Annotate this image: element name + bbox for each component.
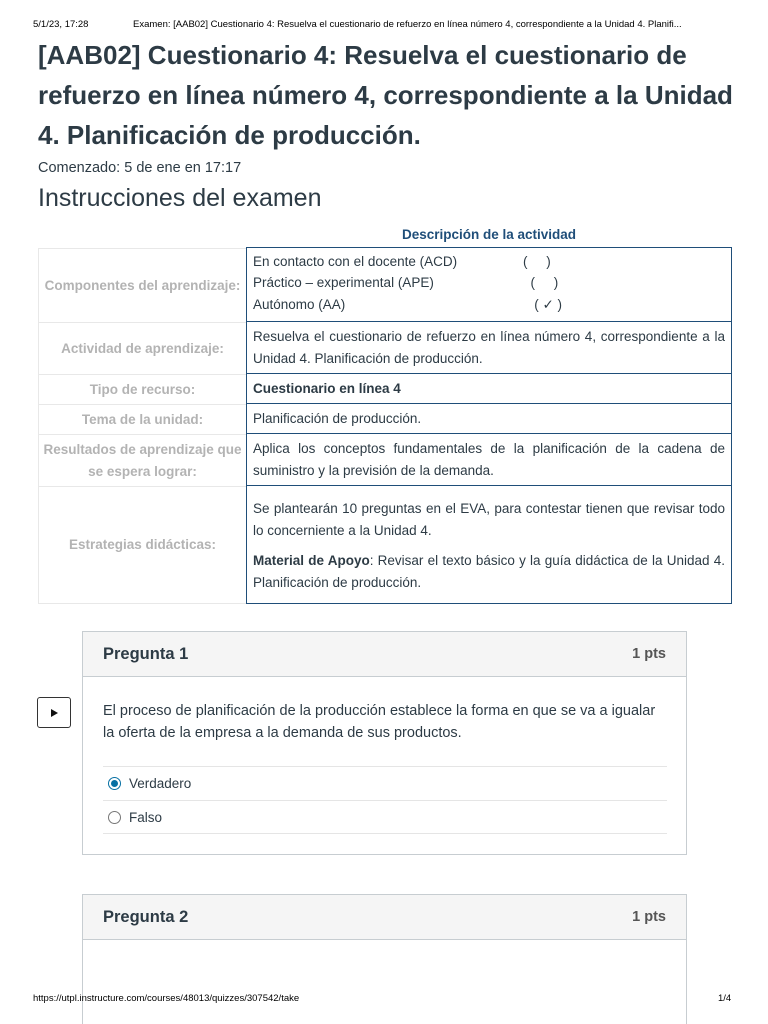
answer-label: Verdadero [129, 776, 192, 791]
unit-topic-label: Tema de la unidad: [38, 404, 246, 434]
strategies-value [246, 485, 732, 605]
question-text: El proceso de planificación de la producción establece la forma en que se va a igualar la oferta de la empresa a la demanda de sus productos. [103, 703, 656, 741]
activity-value: Resuelva el cuestionario de refuerzo en línea número 4, correspondiente a la Unidad 4. Planificación de producción. [246, 321, 732, 375]
answer-label: Falso [129, 809, 163, 825]
question-1 [82, 631, 687, 855]
resource-type-label: Tipo de recurso: [38, 374, 246, 404]
play-icon [49, 708, 59, 718]
component-ape [253, 272, 725, 294]
activity-description-heading: Descripción de la actividad [401, 227, 577, 242]
print-page-number: 1/4 [718, 993, 732, 1004]
answer-option[interactable] [103, 800, 667, 834]
answer-option[interactable] [103, 766, 667, 800]
row-activity [38, 322, 732, 374]
support-material-value: : Revisar el texto básico y la guía didáctica de la Unidad 4. Planificación de producción. [253, 552, 725, 590]
flag-question-button[interactable] [37, 697, 71, 728]
components-label: Componentes del aprendizaje: [38, 248, 246, 322]
learning-results-value: Aplica los conceptos fundamentales de la planificación de la cadena de suministro y la previsión de la demanda. [246, 433, 732, 487]
print-url: https://utpl.instructure.com/courses/48013/quizzes/307542/take [33, 993, 300, 1004]
question-points: 1 pts [632, 909, 666, 925]
row-resource-type [38, 374, 732, 404]
print-page-title: Examen: [AAB02] Cuestionario 4: Resuelva el cuestionario de refuerzo en línea número 4, correspondiente a la Unidad 4. Planifi... [133, 19, 682, 30]
row-strategies [38, 486, 732, 604]
component-aa [253, 294, 725, 316]
answer-list [103, 766, 667, 834]
resource-type-value: Cuestionario en línea 4 [246, 373, 732, 405]
print-datetime: 5/1/23, 17:28 [33, 19, 89, 30]
component-mark: ( ) [523, 275, 559, 290]
radio-selected-icon[interactable] [108, 777, 121, 790]
question-points: 1 pts [632, 646, 666, 662]
component-name: Práctico – experimental (APE) [253, 275, 434, 290]
strategies-label: Estrategias didácticas: [38, 486, 246, 604]
started-timestamp: Comenzado: 5 de ene en 17:17 [38, 160, 242, 176]
activity-label: Actividad de aprendizaje: [38, 322, 246, 374]
component-name: En contacto con el docente (ACD) [253, 253, 458, 269]
instructions-heading: Instrucciones del examen [38, 184, 322, 212]
row-unit-topic [38, 404, 732, 434]
components-value [246, 247, 732, 323]
unit-topic-value: Planificación de producción. [246, 403, 732, 435]
question-2 [82, 894, 687, 1024]
print-header [0, 0, 768, 30]
quiz-title: [AAB02] Cuestionario 4: Resuelva el cuestionario de refuerzo en línea número 4, correspondiente a la Unidad 4. Planificación de producción. [38, 40, 733, 150]
learning-results-label: Resultados de aprendizaje que se espera lograr: [38, 434, 246, 486]
row-components [38, 248, 732, 322]
question-header [83, 895, 686, 940]
row-learning-results [38, 434, 732, 486]
question-header [83, 632, 686, 677]
question-name: Pregunta 1 [103, 644, 189, 663]
component-acd [253, 251, 725, 273]
radio-unselected-icon[interactable] [108, 811, 121, 824]
component-name: Autónomo (AA) [253, 296, 346, 312]
component-mark: ( ✓ ) [523, 296, 563, 312]
component-mark: ( ) [523, 253, 551, 269]
question-name: Pregunta 2 [103, 907, 189, 926]
support-material-label: Material de Apoyo [253, 552, 370, 568]
strategies-text: Se plantearán 10 preguntas en el EVA, para contestar tienen que revisar todo lo concerniente a la Unidad 4. [253, 500, 725, 538]
support-material-text [253, 550, 725, 594]
